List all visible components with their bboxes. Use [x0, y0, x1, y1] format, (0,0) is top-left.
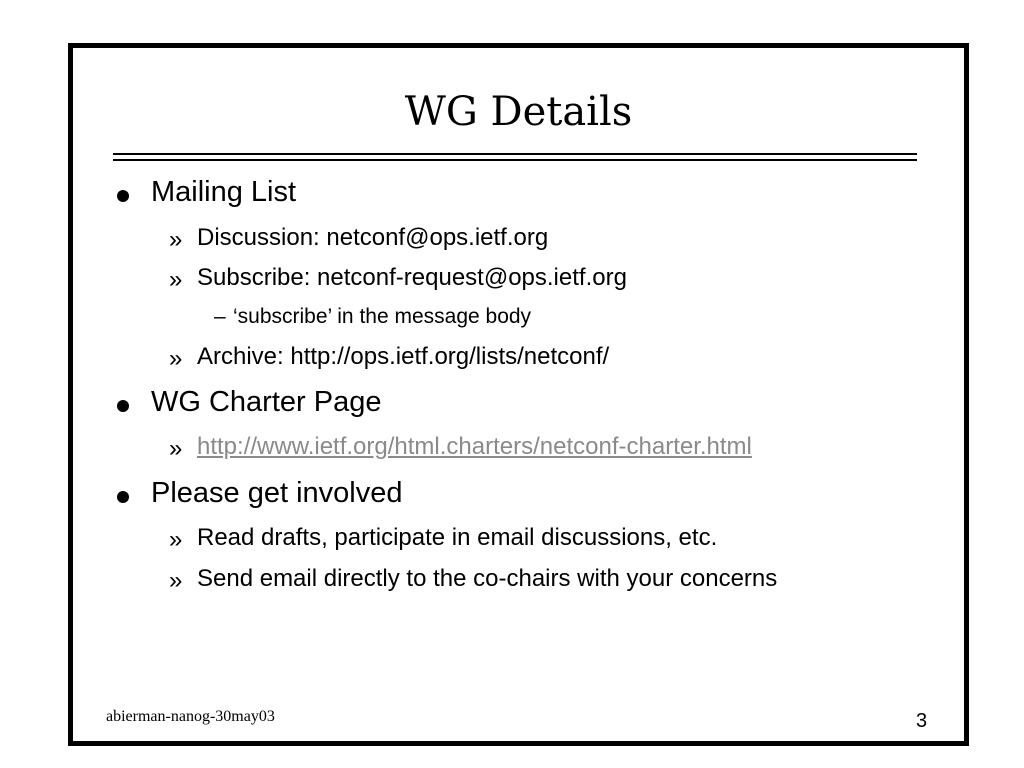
subitem-discussion: Discussion: netconf@ops.ietf.org: [197, 224, 549, 251]
subitem-subscribe: Subscribe: netconf-request@ops.ietf.org: [197, 264, 627, 291]
bullet-dot-icon: [117, 491, 129, 503]
raquo-icon: »: [169, 526, 183, 553]
subitem-read-drafts: Read drafts, participate in email discussions, etc.: [197, 524, 718, 551]
dash-icon: –: [214, 305, 226, 328]
bullet-wg-charter-page: WG Charter Page: [151, 386, 382, 418]
slide-body: [73, 48, 964, 741]
bullet-dot-icon: [117, 400, 129, 412]
footer-label: abierman-nanog-30may03: [106, 708, 275, 725]
subsubitem-subscribe-body: ‘subscribe’ in the message body: [233, 305, 532, 328]
bullet-get-involved: Please get involved: [151, 477, 403, 509]
raquo-icon: »: [169, 435, 183, 462]
raquo-icon: »: [169, 567, 183, 594]
raquo-icon: »: [169, 345, 183, 372]
subitem-archive: Archive: http://ops.ietf.org/lists/netconf/: [197, 343, 610, 370]
raquo-icon: »: [169, 266, 183, 293]
charter-link[interactable]: http://www.ietf.org/html.charters/netconf-charter.html: [197, 433, 752, 460]
subitem-send-email: Send email directly to the co-chairs with your concerns: [197, 565, 778, 592]
bullet-mailing-list: Mailing List: [151, 176, 297, 208]
raquo-icon: »: [169, 226, 183, 253]
bullet-dot-icon: [117, 190, 129, 202]
slide: [68, 43, 969, 746]
slide-title: WG Details: [404, 89, 633, 135]
page-number: 3: [916, 710, 928, 732]
